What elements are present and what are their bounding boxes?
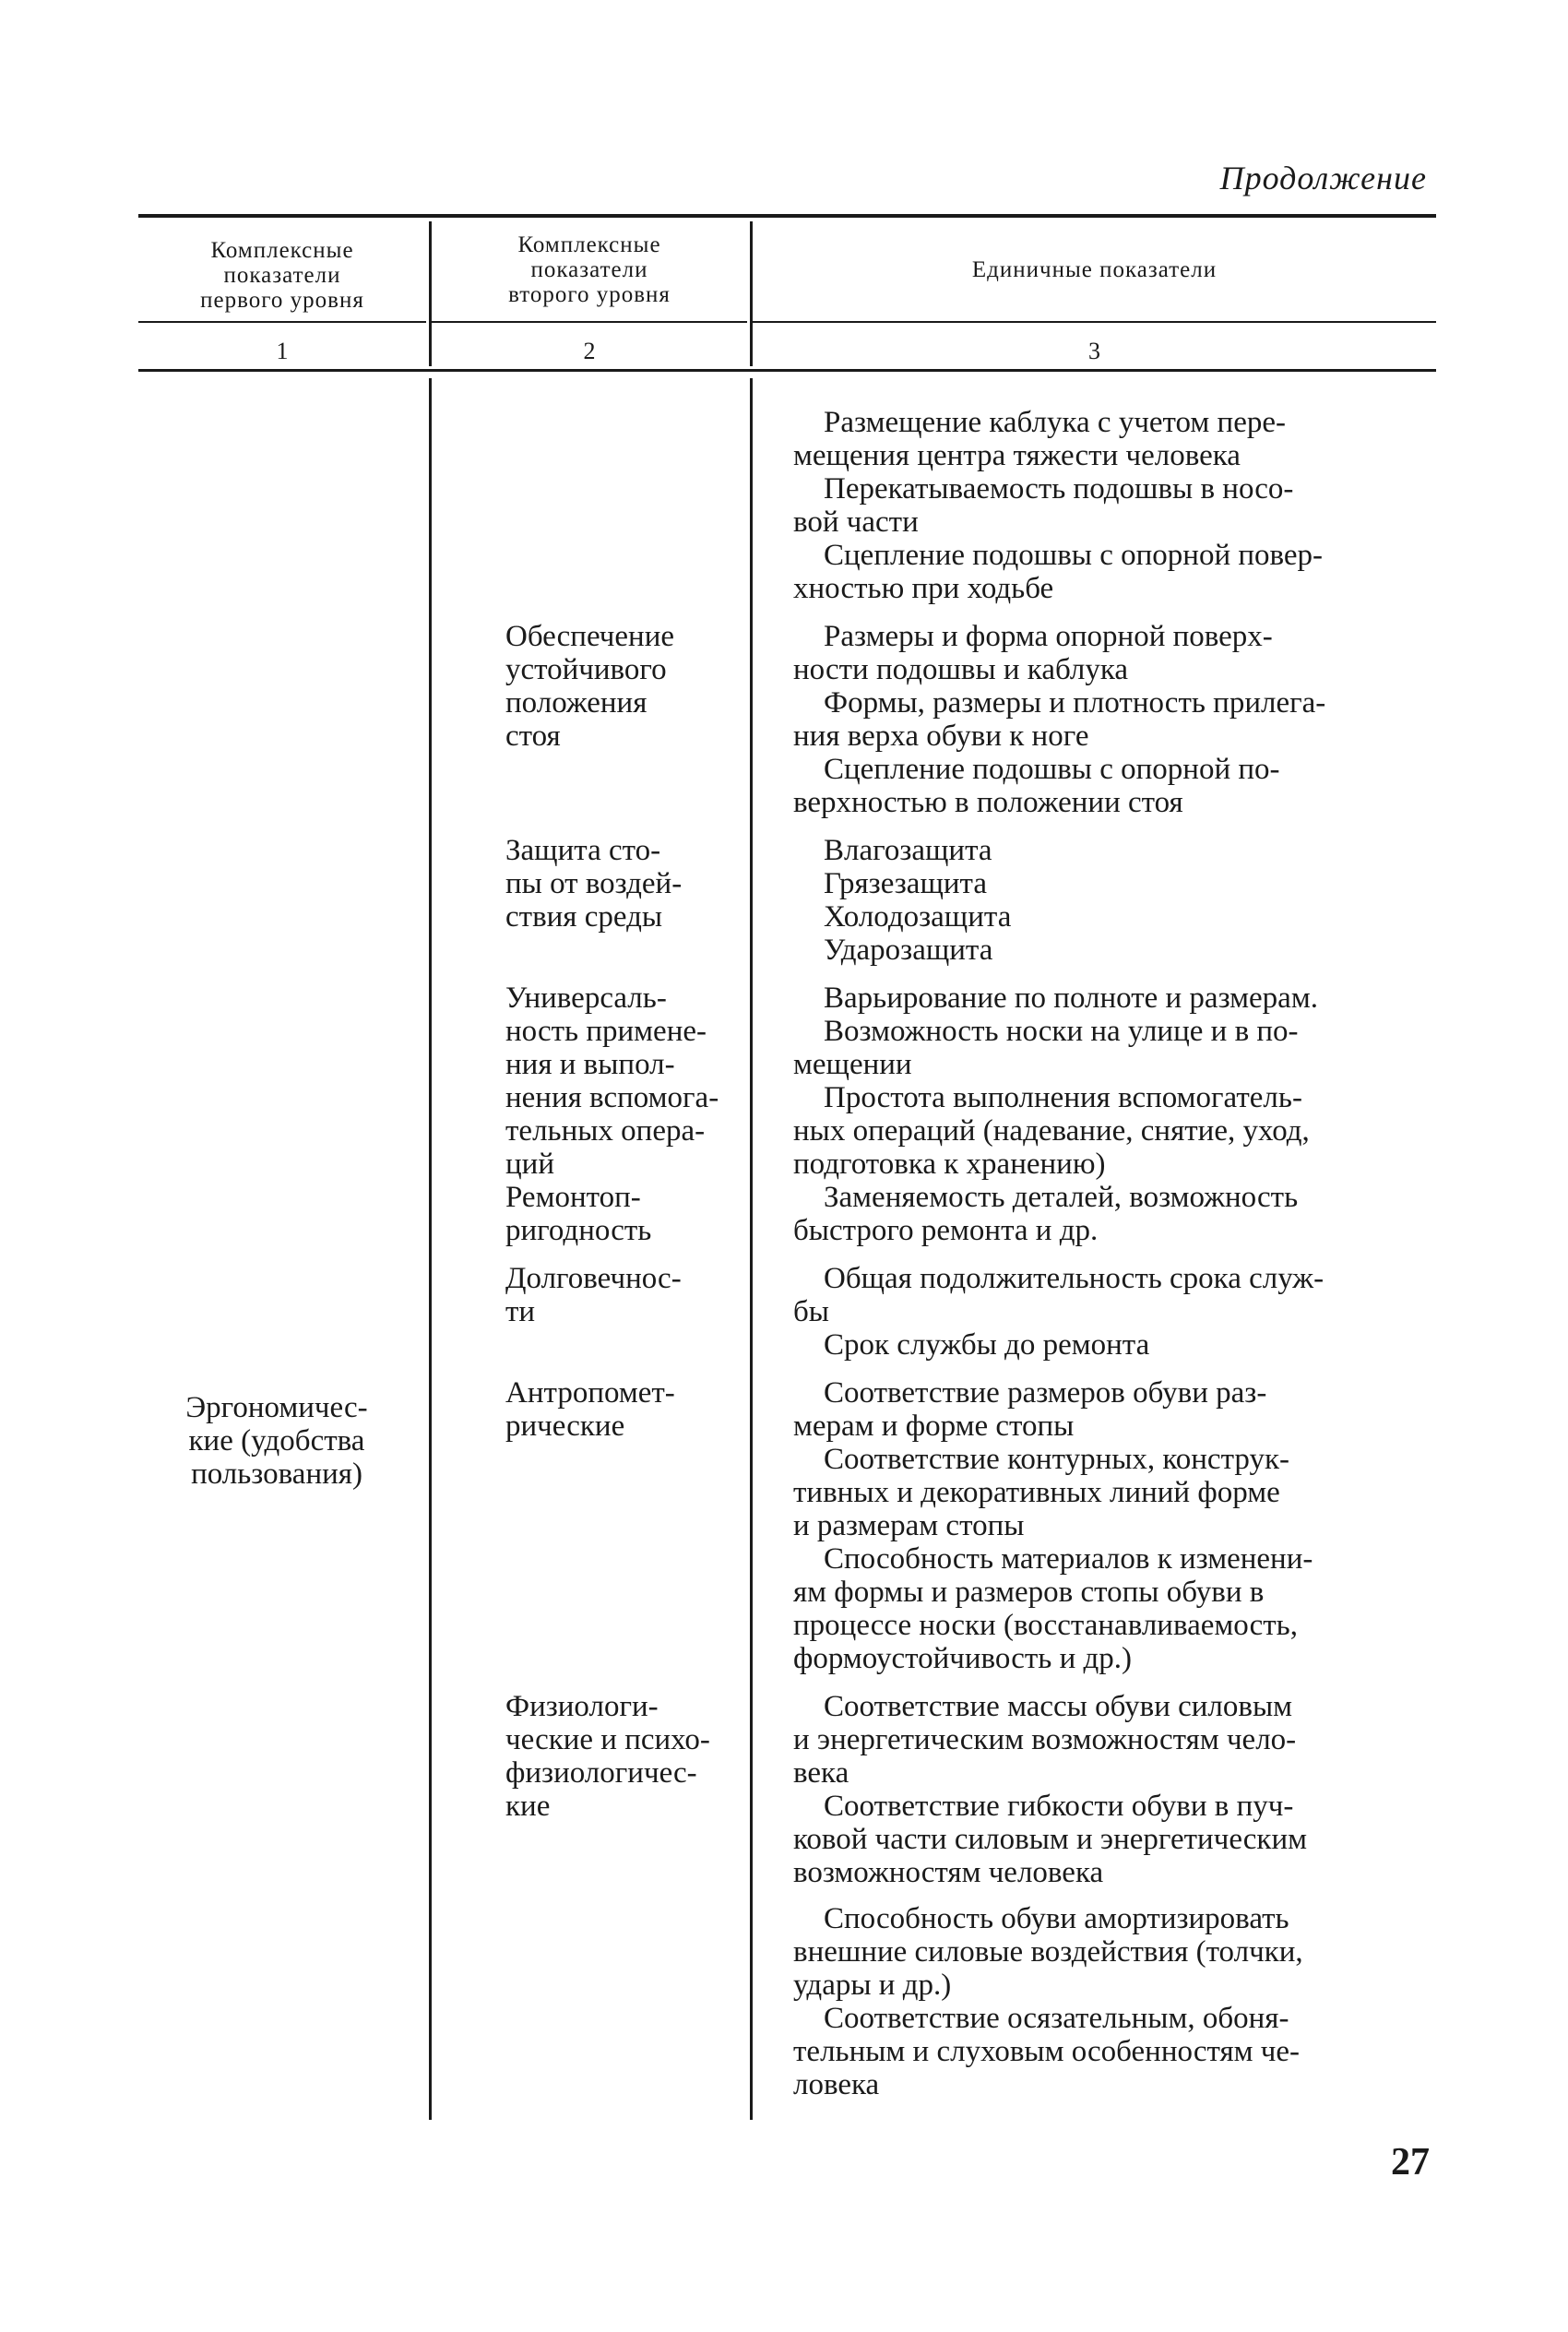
indicator: Грязезащита [824,867,987,900]
indicator: Сцепление подошвы с опорной по- верхностью в положении стоя [793,753,1280,819]
indicator: Формы, размеры и плотность прилега- ния верха обуви к ноге [793,686,1326,753]
page-number: 27 [1391,2141,1430,2183]
indicators-group-3 [793,982,1436,1181]
indicator: Соответствие контурных, конструк- тивных и декоративных линий форме и размерам стопы [793,1443,1289,1542]
indicator: Способность материалов к изменени- ям формы и размеров стопы обуви в процессе носки (восстанавливаемость, формоустойчивость и др.) [793,1542,1313,1675]
number-row-bottom-rule [138,369,1436,372]
subgroup-label-durability: Долговечнос- ти [505,1262,682,1328]
indicators-group-6 [793,1376,1436,1675]
indicator: Соответствие гибкости обуви в пуч- ковой части силовым и энергетическим возможностям человека [793,1790,1308,1889]
col-number-3: 3 [1088,338,1100,364]
subgroup-label-stability: Обеспечение устойчивого положения стоя [505,620,674,753]
indicator: Перекатываемость подошвы в носо- вой части [793,472,1294,539]
indicator: Соответствие осязательным, обоня- тельным и слуховым особенностям че- ловека [793,2002,1300,2101]
header-bottom-rule-2 [432,321,747,323]
col-number-1: 1 [276,338,289,364]
subgroup-label-repairability: Ремонтоп- ригодность [505,1181,652,1247]
indicator: Холодозащита [824,900,1012,934]
indicator: Размеры и форма опорной поверх- ности подошвы и каблука [793,620,1273,686]
header-col-3: Единичные показатели [971,257,1218,282]
indicators-group-4 [793,1181,1436,1247]
indicator: Размещение каблука с учетом пере- мещения центра тяжести человека [793,406,1286,472]
indicator: Общая подолжительность срока служ- бы [793,1262,1324,1328]
header-col-2: Комплексные показатели второго уровня [508,232,671,307]
indicator: Варьирование по полноте и размерам. [824,982,1318,1015]
indicator: Сцепление подошвы с опорной повер- хностью при ходьбе [793,539,1324,605]
header-bottom-rule-1 [138,321,426,323]
indicators-group-2 [793,834,1436,967]
column-divider-2 [750,378,753,2120]
indicator: Соответствие размеров обуви раз- мерам и форме стопы [793,1376,1267,1443]
indicators-group-0 [793,406,1436,605]
indicators-group-1 [793,620,1436,819]
indicator: Возможность носки на улице и в по- мещении [793,1015,1299,1081]
indicator: Влагозащита [824,834,992,867]
col1-ergonomic-label: Эргономичес- кие (удобства пользования) [185,1391,368,1491]
indicator: Срок службы до ремонта [824,1328,1150,1362]
indicator: Ударозащита [824,934,993,967]
subgroup-label-protection: Защита сто- пы от воздей- ствия среды [505,834,683,934]
subgroup-label-universality: Универсаль- ность примене- ния и выпол- нения вспомога- тельных опера- ций [505,982,719,1181]
table-top-rule [138,214,1436,218]
indicator: Заменяемость деталей, возможность быстрого ремонта и др. [793,1181,1299,1247]
header-bottom-rule-3 [753,321,1436,323]
header-col-1: Комплексные показатели первого уровня [200,238,364,313]
continuation-label: Продолжение [1219,160,1427,196]
indicator: Соответствие массы обуви силовым и энергетическим возможностям чело- века [793,1690,1297,1790]
indicator: Способность обуви амортизировать внешние силовые воздействия (толчки, удары и др.) [793,1902,1303,2002]
col-number-2: 2 [583,338,596,364]
indicator: Простота выполнения вспомогатель- ных операций (надевание, снятие, уход, подготовка к хранению) [793,1081,1310,1181]
indicators-group-5 [793,1262,1436,1362]
indicators-group-7 [793,1690,1436,2101]
subgroup-label-anthropometric: Антропомет- рические [505,1376,675,1443]
column-divider-1 [429,378,432,2120]
subgroup-label-physiological: Физиологи- ческие и психо- физиологичес- кие [505,1690,710,1823]
